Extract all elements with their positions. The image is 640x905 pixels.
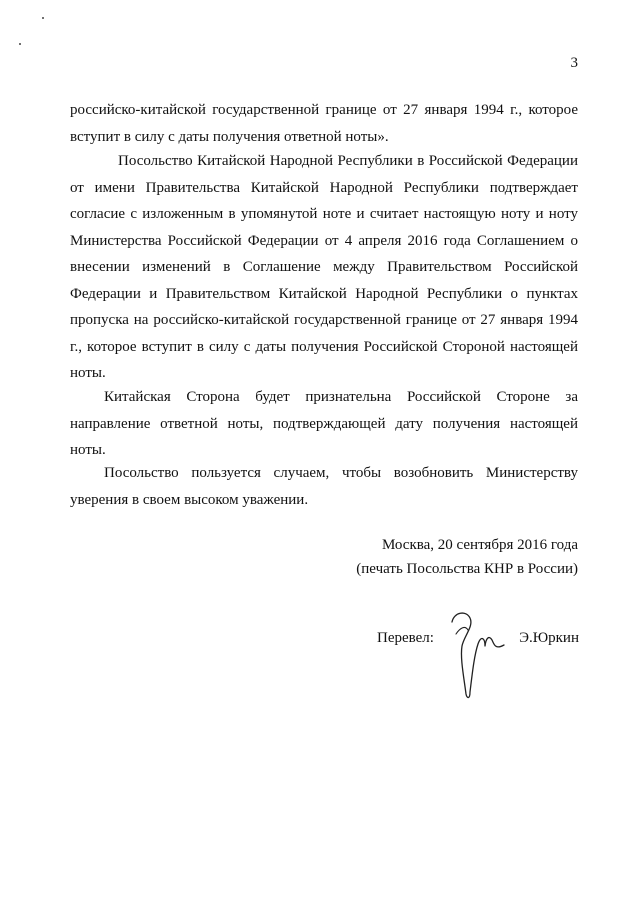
translator-name: Э.Юркин <box>519 630 579 646</box>
page-number: 3 <box>570 55 578 71</box>
paragraph-request: Китайская Сторона будет признательна Российской Стороне за направление ответной ноты, подтверждающей дату получения настоящей ноты. <box>70 389 578 458</box>
paragraph-closing-formula: Посольство пользуется случаем, чтобы возобновить Министерству уверения в своем высоком уважении. <box>70 465 578 508</box>
paragraph-confirmation: Посольство Китайской Народной Республики в Российской Федерации от имени Правительства Китайской Народной Республики подтверждает согласие с изложенным в упомянутой ноте и считает настоящую ноту и ноту Министерства Российской Федерации от 4 апреля 2016 года Соглашением о внесении изменений в Соглашение между Правительством Российской Федерации и Правительством Китайской Народной Республики о пунктах пропуска на российско-китайской государственной границе от 27 января 1994 г., которое вступит в силу с даты получения Российской Стороной настоящей ноты. <box>70 153 578 381</box>
translator-label: Перевел: <box>377 630 434 646</box>
place-and-date-block <box>356 533 578 581</box>
scan-speck <box>42 17 44 19</box>
seal-note: (печать Посольства КНР в России) <box>356 561 578 577</box>
paragraph-continuation: российско-китайской государственной границе от 27 января 1994 г., которое вступит в силу с даты получения ответной ноты». <box>70 102 578 145</box>
scan-speck <box>19 43 21 45</box>
place-date-line: Москва, 20 сентября 2016 года <box>381 537 578 553</box>
handwritten-signature-icon <box>448 608 508 703</box>
